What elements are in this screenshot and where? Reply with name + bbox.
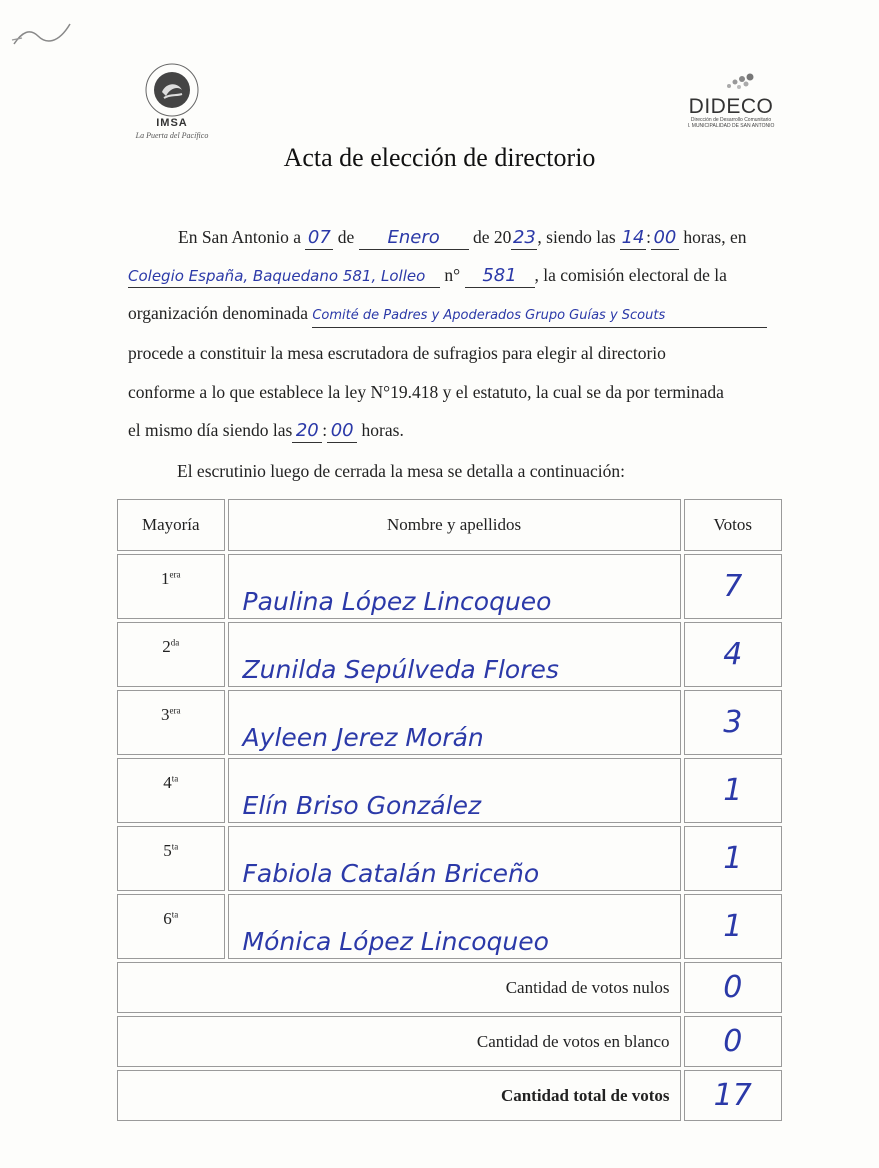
text-colon-2: :: [322, 420, 328, 440]
pen-mark: [8, 14, 78, 50]
rank-cell: [117, 554, 225, 619]
candidate-name: Zunilda Sepúlveda Flores: [228, 622, 681, 687]
candidate-votes: 1: [684, 894, 782, 959]
header-rank: Mayoría: [117, 499, 225, 551]
line-2: [128, 256, 778, 295]
candidate-name: Elín Briso González: [228, 758, 681, 823]
results-table: [114, 496, 785, 1124]
year-field: 23: [512, 227, 536, 248]
candidate-name: Ayleen Jerez Morán: [228, 690, 681, 755]
table-row: [117, 894, 782, 959]
blank-votes-label: Cantidad de votos en blanco: [117, 1016, 681, 1067]
imsa-name: IMSA: [156, 117, 188, 129]
blank-votes-value: 0: [684, 1016, 782, 1067]
dideco-name: DIDECO: [688, 95, 774, 118]
rank-number: 3: [161, 705, 170, 724]
total-votes-value: 17: [684, 1070, 782, 1121]
end-min-field: 00: [327, 419, 357, 443]
rank-number: 2: [162, 637, 171, 656]
dideco-dots-icon: [701, 70, 761, 92]
candidate-votes: 1: [684, 826, 782, 891]
text-year-prefix: de 20: [473, 227, 512, 247]
candidate-votes: 1: [684, 758, 782, 823]
imsa-seal-icon: [144, 62, 200, 118]
number-field: 581: [465, 264, 535, 288]
candidate-votes: 7: [684, 554, 782, 619]
line-6: [128, 411, 778, 450]
text-number: n°: [444, 265, 461, 285]
line-3: [128, 294, 778, 333]
rank-cell: [117, 622, 225, 687]
text-comision: , la comisión electoral de la: [534, 265, 727, 285]
text-siendo: , siendo las: [537, 227, 616, 247]
organization-field: Comité de Padres y Apoderados Grupo Guías y Scouts: [312, 302, 767, 328]
candidate-name: Paulina López Lincoqueo: [228, 554, 681, 619]
header-name: Nombre y apellidos: [228, 499, 681, 551]
null-votes-label: Cantidad de votos nulos: [117, 962, 681, 1013]
table-row: [117, 622, 782, 687]
null-votes-row: [117, 962, 782, 1013]
text-horas: horas.: [361, 420, 404, 440]
rank-number: 5: [163, 841, 172, 860]
dideco-subtitle-2: I. MUNICIPALIDAD DE SAN ANTONIO: [687, 123, 775, 129]
end-hour-field: 20: [292, 419, 322, 443]
text-place-date: En San Antonio a: [178, 227, 301, 247]
rank-cell: [117, 826, 225, 891]
place-field: Colegio España, Baquedano 581, Lolleo: [128, 264, 440, 288]
total-votes-label: Cantidad total de votos: [117, 1070, 681, 1121]
table-row: [117, 826, 782, 891]
page-title: Acta de elección de directorio: [283, 143, 596, 172]
start-hour-field: 14: [621, 227, 645, 248]
rank-suffix: era: [169, 569, 181, 580]
rank-cell: [117, 690, 225, 755]
scrutiny-intro: El escrutinio luego de cerrada la mesa se detalla a continuación:: [177, 461, 626, 481]
candidate-votes: 4: [684, 622, 782, 687]
line-5: conforme a lo que establece la ley N°19.418 y el estatuto, la cual se da por terminada: [128, 382, 724, 402]
blank-votes-row: [117, 1016, 782, 1067]
candidate-votes: 3: [684, 690, 782, 755]
text-organizacion: organización denominada: [128, 303, 308, 323]
imsa-logo: [122, 62, 222, 140]
rank-suffix: ta: [171, 773, 179, 784]
text-mismo-dia: el mismo día siendo las: [128, 420, 293, 440]
text-colon: :: [646, 227, 651, 247]
rank-suffix: ta: [171, 841, 179, 852]
imsa-tagline: La Puerta del Pacífico: [135, 131, 209, 140]
month-field: Enero: [359, 226, 469, 250]
dideco-logo: [676, 70, 786, 140]
rank-suffix: da: [170, 637, 180, 648]
rank-number: 1: [161, 569, 170, 588]
dideco-subtitle: Dirección de Desarrollo Comunitario: [690, 117, 772, 123]
rank-suffix: ta: [171, 909, 179, 920]
table-row: [117, 690, 782, 755]
line-4: procede a constituir la mesa escrutadora de sufragios para elegir al directorio: [128, 343, 666, 363]
rank-suffix: era: [169, 705, 181, 716]
line-1: [128, 218, 778, 257]
header-votes: Votos: [684, 499, 782, 551]
table-row: [117, 758, 782, 823]
table-row: [117, 554, 782, 619]
text-horas-en: horas, en: [683, 227, 747, 247]
rank-number: 6: [163, 909, 172, 928]
day-field: 07: [305, 226, 333, 250]
text-de: de: [337, 227, 355, 247]
total-votes-row: [117, 1070, 782, 1121]
rank-number: 4: [163, 773, 172, 792]
candidate-name: Mónica López Lincoqueo: [228, 894, 681, 959]
null-votes-value: 0: [684, 962, 782, 1013]
rank-cell: [117, 894, 225, 959]
rank-cell: [117, 758, 225, 823]
candidate-name: Fabiola Catalán Briceño: [228, 826, 681, 891]
start-min-field: 00: [651, 226, 679, 250]
